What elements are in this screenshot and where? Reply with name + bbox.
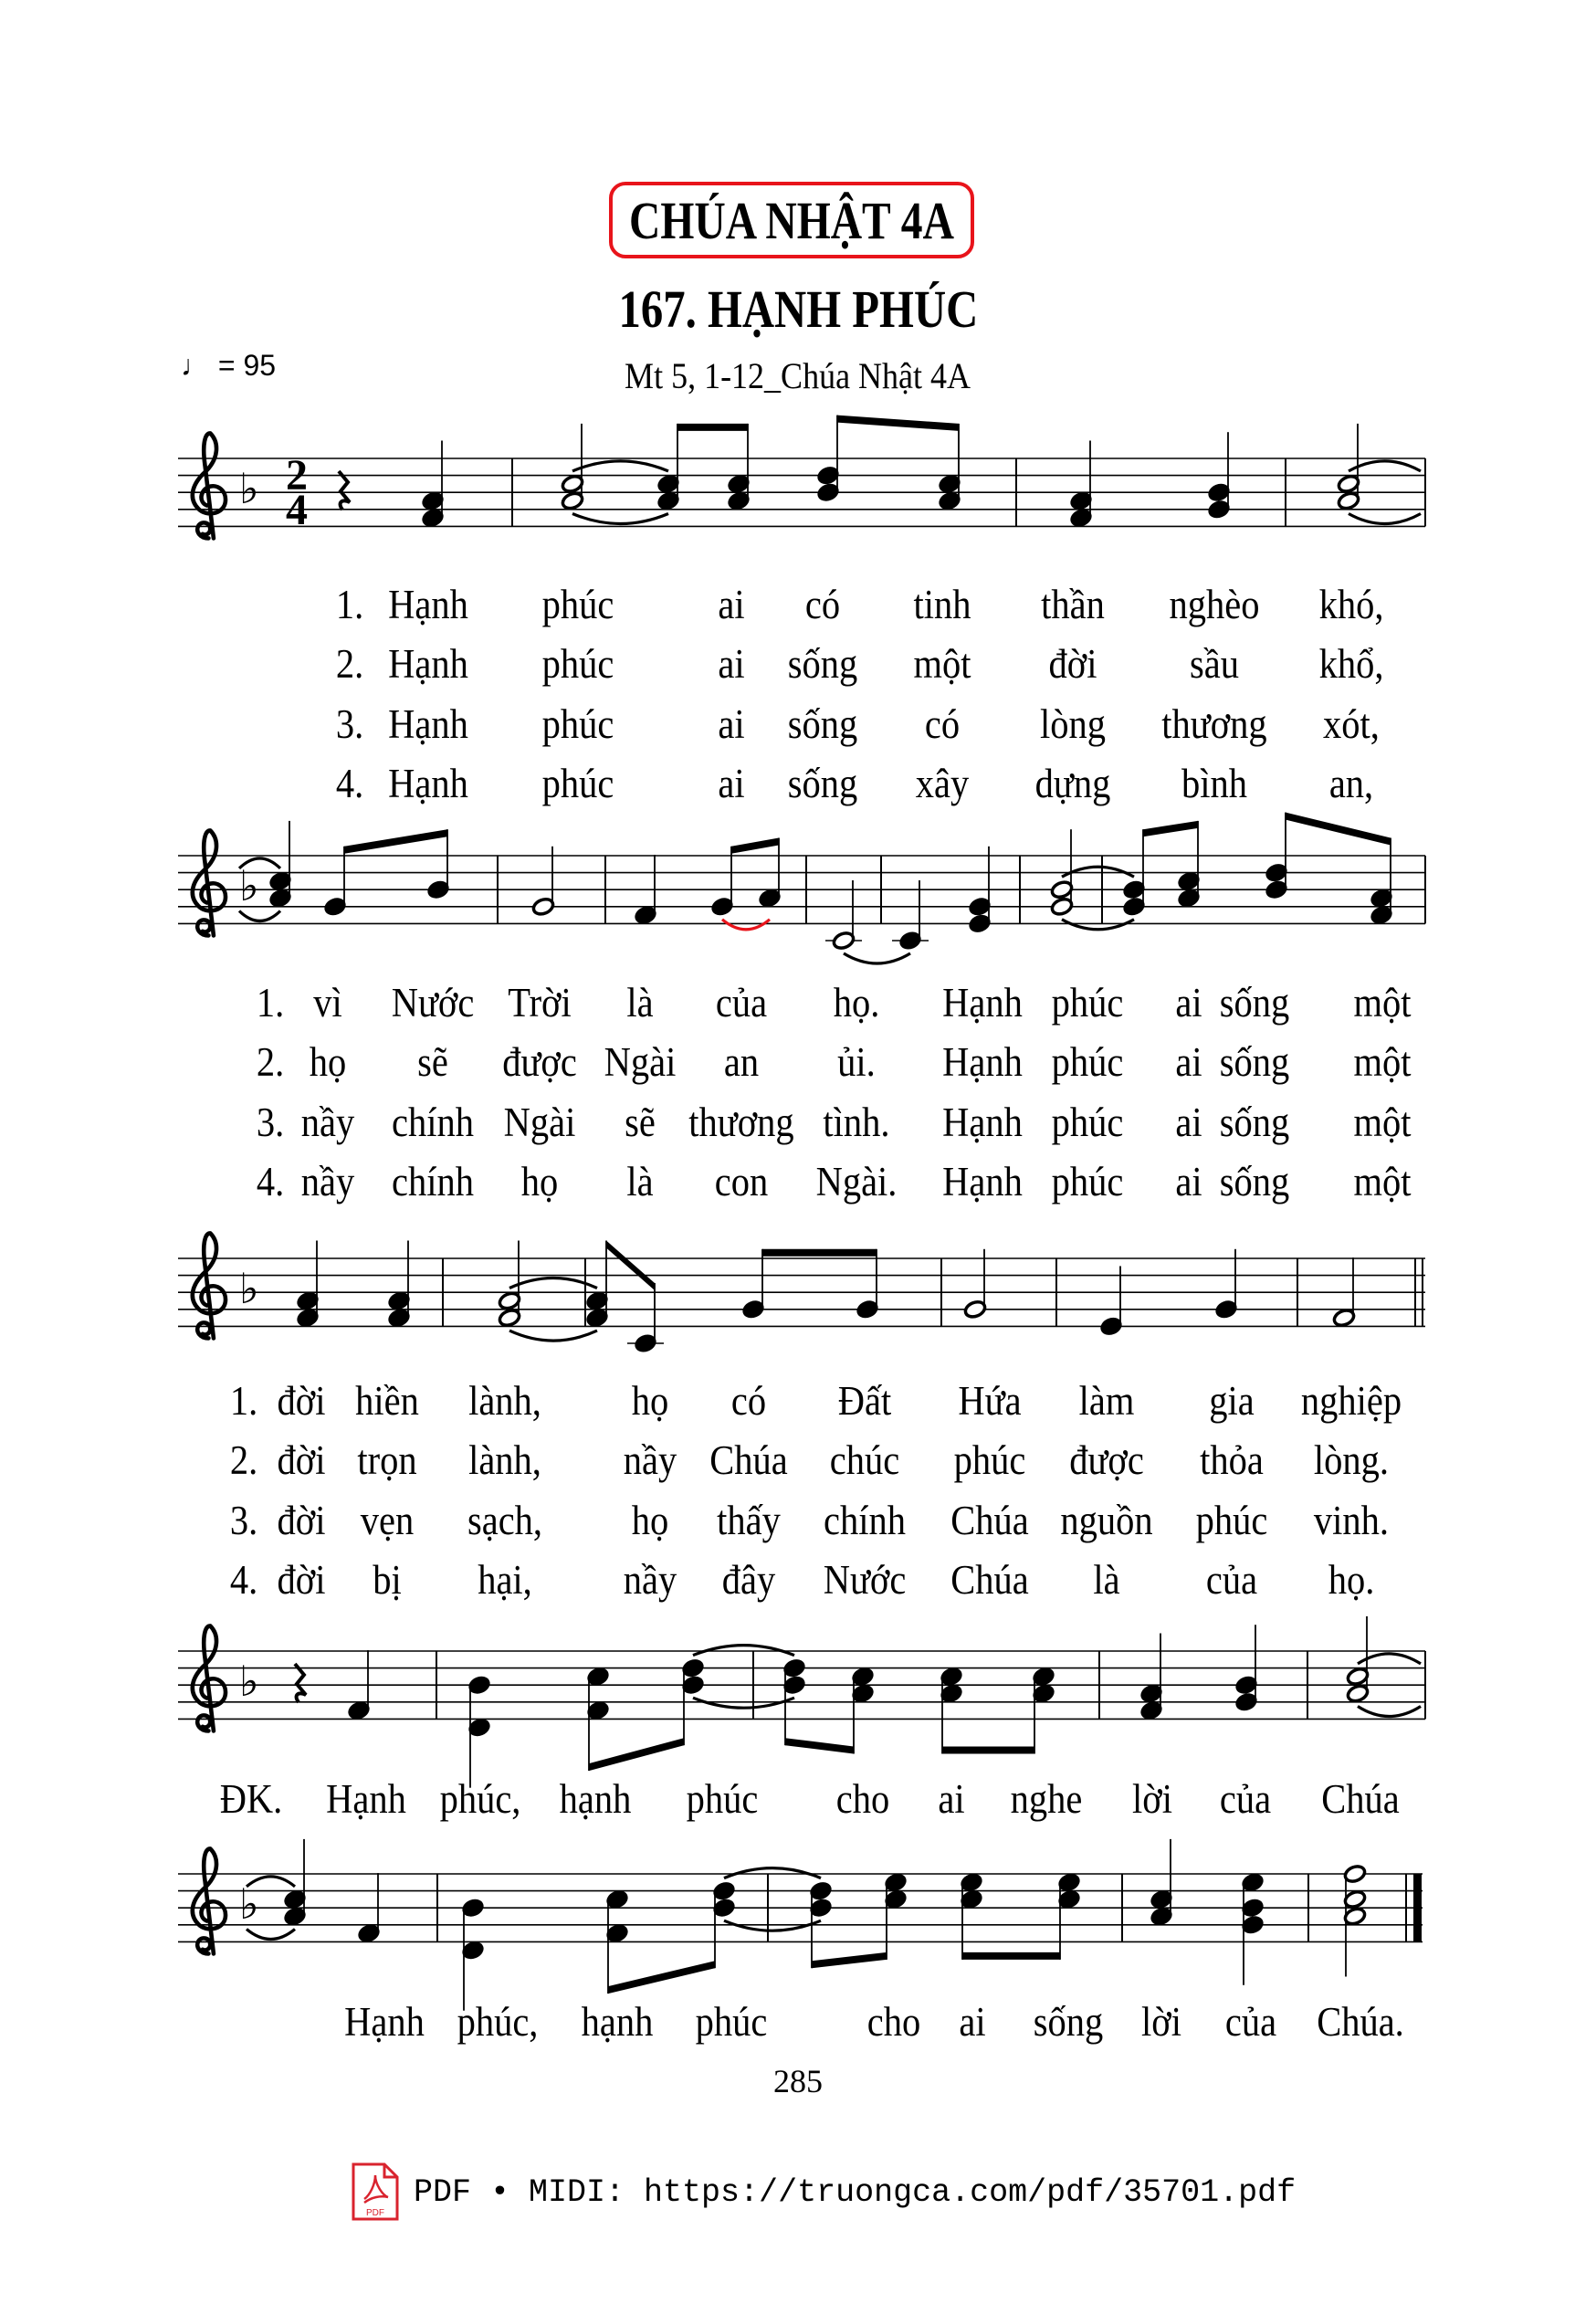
lyric-syllable: của	[1224, 1999, 1277, 2045]
note	[585, 1666, 611, 1771]
lyric-syllable: sống	[1219, 1159, 1290, 1205]
sunday-title: CHÚA NHẬT 4A	[629, 190, 954, 250]
note	[295, 1241, 320, 1330]
lyric-syllable: phúc	[1051, 1099, 1124, 1145]
lyric-syllable: sống	[787, 761, 858, 806]
lyric-syllable: lời	[1141, 1999, 1181, 2045]
staff-system	[178, 1616, 1425, 1788]
lyric-syllable: họ	[631, 1378, 669, 1424]
note	[386, 1241, 412, 1330]
tie	[572, 514, 668, 524]
lyric-syllable: Chúa.	[1317, 1999, 1404, 2045]
lyric-syllable: Chúa	[950, 1557, 1029, 1603]
tie	[693, 1698, 794, 1708]
note	[937, 424, 962, 512]
slur-red	[722, 920, 770, 930]
lyric-syllable: đời	[277, 1437, 326, 1483]
lyric-syllable: một	[913, 641, 971, 687]
lyric-syllable: của	[1205, 1557, 1258, 1603]
lyric-syllable: tình.	[823, 1099, 890, 1145]
tie	[1062, 920, 1134, 930]
lyric-syllable: đời	[1048, 641, 1097, 687]
lyric-syllable: lòng.	[1313, 1437, 1390, 1483]
lyric-syllable: an,	[1328, 761, 1374, 806]
final-barline-thick	[1413, 1874, 1422, 1941]
flat-key-signature-icon: ♭	[239, 1264, 259, 1314]
note	[1149, 1839, 1174, 1928]
flat-key-signature-icon: ♭	[239, 1657, 259, 1707]
lyric-syllable: phúc	[1051, 980, 1124, 1026]
lyric-syllable: thương	[688, 1099, 794, 1145]
sunday-title-box	[609, 182, 974, 258]
lyric-syllable: đời	[277, 1557, 326, 1603]
pdf-icon-label: PDF	[366, 2208, 384, 2218]
lyric-syllable: sống	[1219, 1039, 1290, 1085]
lyric-syllable: thỏa	[1200, 1437, 1264, 1483]
lyric-syllable: nghèo	[1169, 582, 1260, 627]
lyric-syllable: sống	[1033, 1999, 1104, 2045]
note	[322, 847, 348, 918]
lyric-syllable: chúc	[829, 1437, 900, 1483]
beam	[589, 1738, 684, 1771]
lyric-syllable: có	[924, 701, 961, 747]
verse-number: 4.	[335, 761, 364, 806]
lyric-syllable: họ.	[833, 980, 880, 1026]
lyric-syllable: cho	[835, 1776, 890, 1822]
verse-number: 3.	[335, 701, 364, 747]
verse-number: 1.	[229, 1378, 258, 1424]
lyric-syllable: phúc	[541, 701, 614, 747]
lyric-syllable: nầy	[623, 1557, 677, 1603]
tie	[572, 461, 668, 471]
lyric-syllable: bị	[373, 1557, 402, 1603]
beam	[344, 829, 447, 854]
lyric-syllable: dựng	[1034, 761, 1111, 806]
note	[1240, 1871, 1265, 1985]
lyric-syllable: họ	[520, 1159, 559, 1205]
page-number: 285	[773, 2063, 823, 2099]
note	[1031, 1666, 1056, 1754]
staff-system	[178, 1839, 1423, 2011]
note	[959, 1871, 984, 1960]
lyric-syllable: chính	[392, 1159, 474, 1205]
note	[1139, 1634, 1164, 1722]
beam	[677, 424, 748, 431]
lyric-syllable: xây	[915, 761, 970, 806]
lyric-syllable: đời	[277, 1378, 326, 1424]
note	[346, 1650, 372, 1721]
lyric-syllable: Nước	[391, 980, 475, 1026]
note	[1234, 1625, 1259, 1713]
lyric-syllable: phúc,	[457, 1999, 539, 2045]
lyric-syllable: một	[1353, 1039, 1412, 1085]
tie	[1349, 514, 1421, 524]
lyric-syllable: Hứa	[958, 1378, 1022, 1424]
lyric-syllable: đời	[277, 1498, 326, 1543]
lyric-syllable: sống	[787, 641, 858, 687]
note	[855, 1249, 880, 1320]
lyric-syllable: là	[1093, 1557, 1120, 1603]
lyric-syllable: ai	[1175, 1159, 1202, 1205]
lyric-syllable: cho	[866, 1999, 921, 2045]
treble-clef-icon	[193, 1625, 226, 1731]
lyric-syllable: gia	[1209, 1378, 1255, 1424]
verse-number: 3.	[256, 1099, 285, 1145]
lyric-syllable: của	[1219, 1776, 1272, 1822]
lyric-syllable: nghiệp	[1300, 1378, 1402, 1424]
scripture-reference	[0, 354, 1596, 397]
verse-number: 1.	[256, 980, 285, 1026]
beam	[731, 838, 779, 854]
note	[740, 1249, 766, 1320]
lyric-syllable: xót,	[1323, 701, 1380, 747]
verse-number: 2.	[335, 641, 364, 687]
lyric-syllable: Hạnh	[388, 641, 468, 687]
note	[939, 1666, 964, 1754]
note	[356, 1873, 382, 1944]
lyric-syllable: nguồn	[1060, 1498, 1153, 1543]
lyric-syllable: nầy	[300, 1159, 355, 1205]
lyric-syllable: sầu	[1190, 641, 1239, 687]
quarter-rest-icon	[295, 1664, 306, 1702]
lyric-syllable: Hạnh	[942, 1159, 1023, 1205]
tie	[1349, 461, 1421, 471]
lyric-syllable: ai	[959, 1999, 986, 2045]
verse-number: ĐK.	[219, 1776, 283, 1822]
quarter-rest-icon	[339, 471, 350, 510]
lyric-syllable: lòng	[1039, 701, 1107, 747]
lyric-syllable: Ngài	[503, 1099, 576, 1145]
note	[1369, 838, 1394, 927]
beam	[942, 1747, 1034, 1754]
tempo-value: = 95	[217, 349, 277, 382]
lyric-syllable: Hạnh	[388, 582, 468, 627]
tie	[1358, 1707, 1421, 1717]
lyric-syllable: Chúa	[950, 1498, 1029, 1543]
note	[1206, 432, 1232, 521]
lyric-syllable: phúc	[953, 1437, 1026, 1483]
lyric-syllable: ai	[938, 1776, 965, 1822]
lyric-syllable: ủi.	[837, 1039, 876, 1085]
beam	[762, 1249, 877, 1257]
lyric-syllable: Hạnh	[942, 980, 1023, 1026]
staff-system	[178, 416, 1425, 539]
lyric-syllable: phúc	[1051, 1159, 1124, 1205]
lyric-syllable: ai	[1175, 980, 1202, 1026]
tie	[693, 1646, 794, 1656]
lyric-syllable: là	[626, 1159, 654, 1205]
lyric-syllable: ai	[1175, 1099, 1202, 1145]
tie	[509, 1331, 597, 1341]
note	[815, 416, 841, 504]
lyric-syllable: hại,	[478, 1557, 532, 1603]
lyric-syllable: phúc	[695, 1999, 768, 2045]
lyric-syllable: ai	[718, 582, 745, 627]
lyric-syllable: ai	[1175, 1039, 1202, 1085]
lyric-syllable: có	[730, 1378, 767, 1424]
beam	[837, 416, 959, 431]
note	[1264, 813, 1289, 901]
lyric-syllable: phúc	[541, 641, 614, 687]
lyric-syllable: họ.	[1328, 1557, 1375, 1603]
lyric-syllable: nầy	[300, 1099, 355, 1145]
staff-system	[178, 813, 1425, 963]
verse-number: 2.	[256, 1039, 285, 1085]
note	[633, 855, 658, 926]
lyric-syllable: Hạnh	[388, 701, 468, 747]
lyric-syllable: trọn	[357, 1437, 417, 1483]
lyric-syllable: hạnh	[581, 1999, 654, 2045]
tie	[724, 1868, 821, 1878]
note	[726, 424, 751, 512]
pdf-file-icon	[350, 2162, 401, 2223]
verse-number: 4.	[256, 1159, 285, 1205]
note	[967, 847, 992, 935]
beam	[1143, 821, 1198, 836]
lyric-syllable: khổ,	[1318, 641, 1384, 687]
tie	[239, 911, 280, 921]
note	[460, 1897, 486, 2011]
beam	[785, 1738, 854, 1753]
verse-number: 2.	[229, 1437, 258, 1483]
lyric-syllable: một	[1353, 1159, 1412, 1205]
lyric-syllable: một	[1353, 980, 1412, 1026]
lyric-syllable: có	[804, 582, 841, 627]
lyric-syllable: lành,	[468, 1437, 541, 1483]
lyric-syllable: thần	[1041, 582, 1105, 627]
note	[1068, 441, 1094, 530]
note	[757, 838, 782, 910]
lyric-syllable: của	[715, 980, 768, 1026]
lyric-syllable: Ngài.	[815, 1159, 898, 1205]
lyric-syllable: Chúa	[709, 1437, 788, 1483]
subtitle-text: Mt 5, 1-12_Chúa Nhật 4A	[625, 355, 971, 396]
lyric-syllable: phúc,	[439, 1776, 521, 1822]
beam	[812, 1952, 887, 1968]
lyric-syllable: được	[502, 1039, 577, 1085]
note	[1056, 1871, 1082, 1960]
lyric-syllable: phúc	[1051, 1039, 1124, 1085]
lyric-syllable: chính	[824, 1498, 906, 1543]
note	[883, 1871, 908, 1960]
treble-clef-icon	[193, 830, 226, 935]
note	[850, 1666, 876, 1754]
beam	[606, 1241, 655, 1291]
lyric-syllable: khó,	[1318, 582, 1384, 627]
lyric-syllable: đây	[721, 1557, 776, 1603]
flat-key-signature-icon: ♭	[239, 464, 259, 514]
lyric-syllable: phúc	[541, 582, 614, 627]
lyric-syllable: phúc	[541, 761, 614, 806]
lyric-syllable: sẽ	[625, 1099, 656, 1145]
note	[709, 847, 735, 918]
note	[282, 1839, 308, 1928]
tie	[1062, 867, 1134, 877]
lyric-syllable: bình	[1181, 761, 1248, 806]
footer-url-text[interactable]: PDF • MIDI: https://truongca.com/pdf/35701.pdf	[414, 2174, 1297, 2211]
song-title	[0, 279, 1596, 340]
tie	[247, 1930, 295, 1940]
lyric-syllable: phúc	[686, 1776, 759, 1822]
lyric-syllable: tinh	[913, 582, 971, 627]
treble-clef-icon	[193, 1233, 226, 1338]
flat-key-signature-icon: ♭	[239, 1879, 259, 1930]
song-title-text: 167. HẠNH PHÚC	[618, 279, 978, 339]
lyric-syllable: một	[1353, 1099, 1412, 1145]
lyric-syllable: thấy	[717, 1498, 781, 1543]
lyric-syllable: lời	[1132, 1776, 1172, 1822]
lyric-syllable: sạch,	[467, 1498, 543, 1543]
note	[1343, 1864, 1367, 1977]
time-signature-top: 2	[286, 451, 308, 500]
verse-number: 4.	[229, 1557, 258, 1603]
lyric-syllable: Chúa	[1321, 1776, 1400, 1822]
note	[627, 1283, 664, 1354]
lyric-syllable: nầy	[623, 1437, 677, 1483]
lyric-syllable: Đất	[837, 1378, 892, 1424]
lyric-syllable: ai	[718, 761, 745, 806]
note	[531, 847, 555, 917]
treble-clef-icon	[193, 1848, 226, 1953]
lyric-syllable: Ngài	[604, 1039, 677, 1085]
lyric-syllable: vinh.	[1313, 1498, 1390, 1543]
lyric-syllable: là	[626, 980, 654, 1026]
lyric-syllable: họ	[631, 1498, 669, 1543]
lyric-syllable: Hạnh	[942, 1039, 1023, 1085]
lyric-syllable: vì	[313, 980, 342, 1026]
lyric-syllable: họ	[309, 1039, 347, 1085]
lyric-syllable: sống	[787, 701, 858, 747]
lyric-syllable: chính	[392, 1099, 474, 1145]
lyric-syllable: Hạnh	[388, 761, 468, 806]
beam	[962, 1952, 1060, 1960]
verse-number: 3.	[229, 1498, 258, 1543]
lyric-syllable: nghe	[1010, 1776, 1083, 1822]
lyric-syllable: làm	[1078, 1378, 1135, 1424]
verse-number: 1.	[335, 582, 364, 627]
lyric-syllable: Trời	[508, 980, 572, 1026]
note	[892, 880, 929, 952]
lyric-syllable: hạnh	[559, 1776, 632, 1822]
lyric-syllable: được	[1069, 1437, 1144, 1483]
lyric-syllable: hiền	[355, 1378, 419, 1424]
note	[1213, 1249, 1239, 1320]
note	[1176, 821, 1202, 910]
tie	[844, 953, 910, 963]
lyric-syllable: thương	[1161, 701, 1267, 747]
beam	[1286, 813, 1391, 846]
lyric-syllable: phúc	[1195, 1498, 1268, 1543]
lyric-syllable: an	[723, 1039, 760, 1085]
note	[268, 821, 293, 910]
time-signature-bottom: 4	[286, 486, 308, 534]
beam	[608, 1961, 715, 1994]
tie	[724, 1920, 821, 1931]
note	[825, 880, 862, 951]
tie	[509, 1278, 597, 1289]
note	[1098, 1266, 1124, 1337]
lyric-syllable: Hạnh	[344, 1999, 425, 2045]
treble-clef-icon	[193, 433, 226, 538]
staff-system	[178, 1233, 1425, 1354]
note	[604, 1888, 630, 1994]
lyric-syllable: Nước	[823, 1557, 907, 1603]
note	[425, 829, 451, 900]
lyric-syllable: sống	[1219, 980, 1290, 1026]
lyric-syllable: con	[714, 1159, 769, 1205]
quarter-note-icon: ♩	[181, 349, 210, 382]
lyric-syllable: sống	[1219, 1099, 1290, 1145]
flat-key-signature-icon: ♭	[239, 861, 259, 911]
footer-link[interactable]	[350, 2162, 1296, 2223]
note	[963, 1249, 987, 1320]
lyric-syllable: lành,	[468, 1378, 541, 1424]
lyric-syllable: sẽ	[417, 1039, 448, 1085]
lyric-syllable: ai	[718, 641, 745, 687]
lyric-syllable: Hạnh	[326, 1776, 406, 1822]
lyric-syllable: ai	[718, 701, 745, 747]
note	[420, 441, 446, 530]
note	[467, 1674, 492, 1788]
lyric-syllable: vẹn	[360, 1498, 415, 1543]
lyric-syllable: Hạnh	[942, 1099, 1023, 1145]
